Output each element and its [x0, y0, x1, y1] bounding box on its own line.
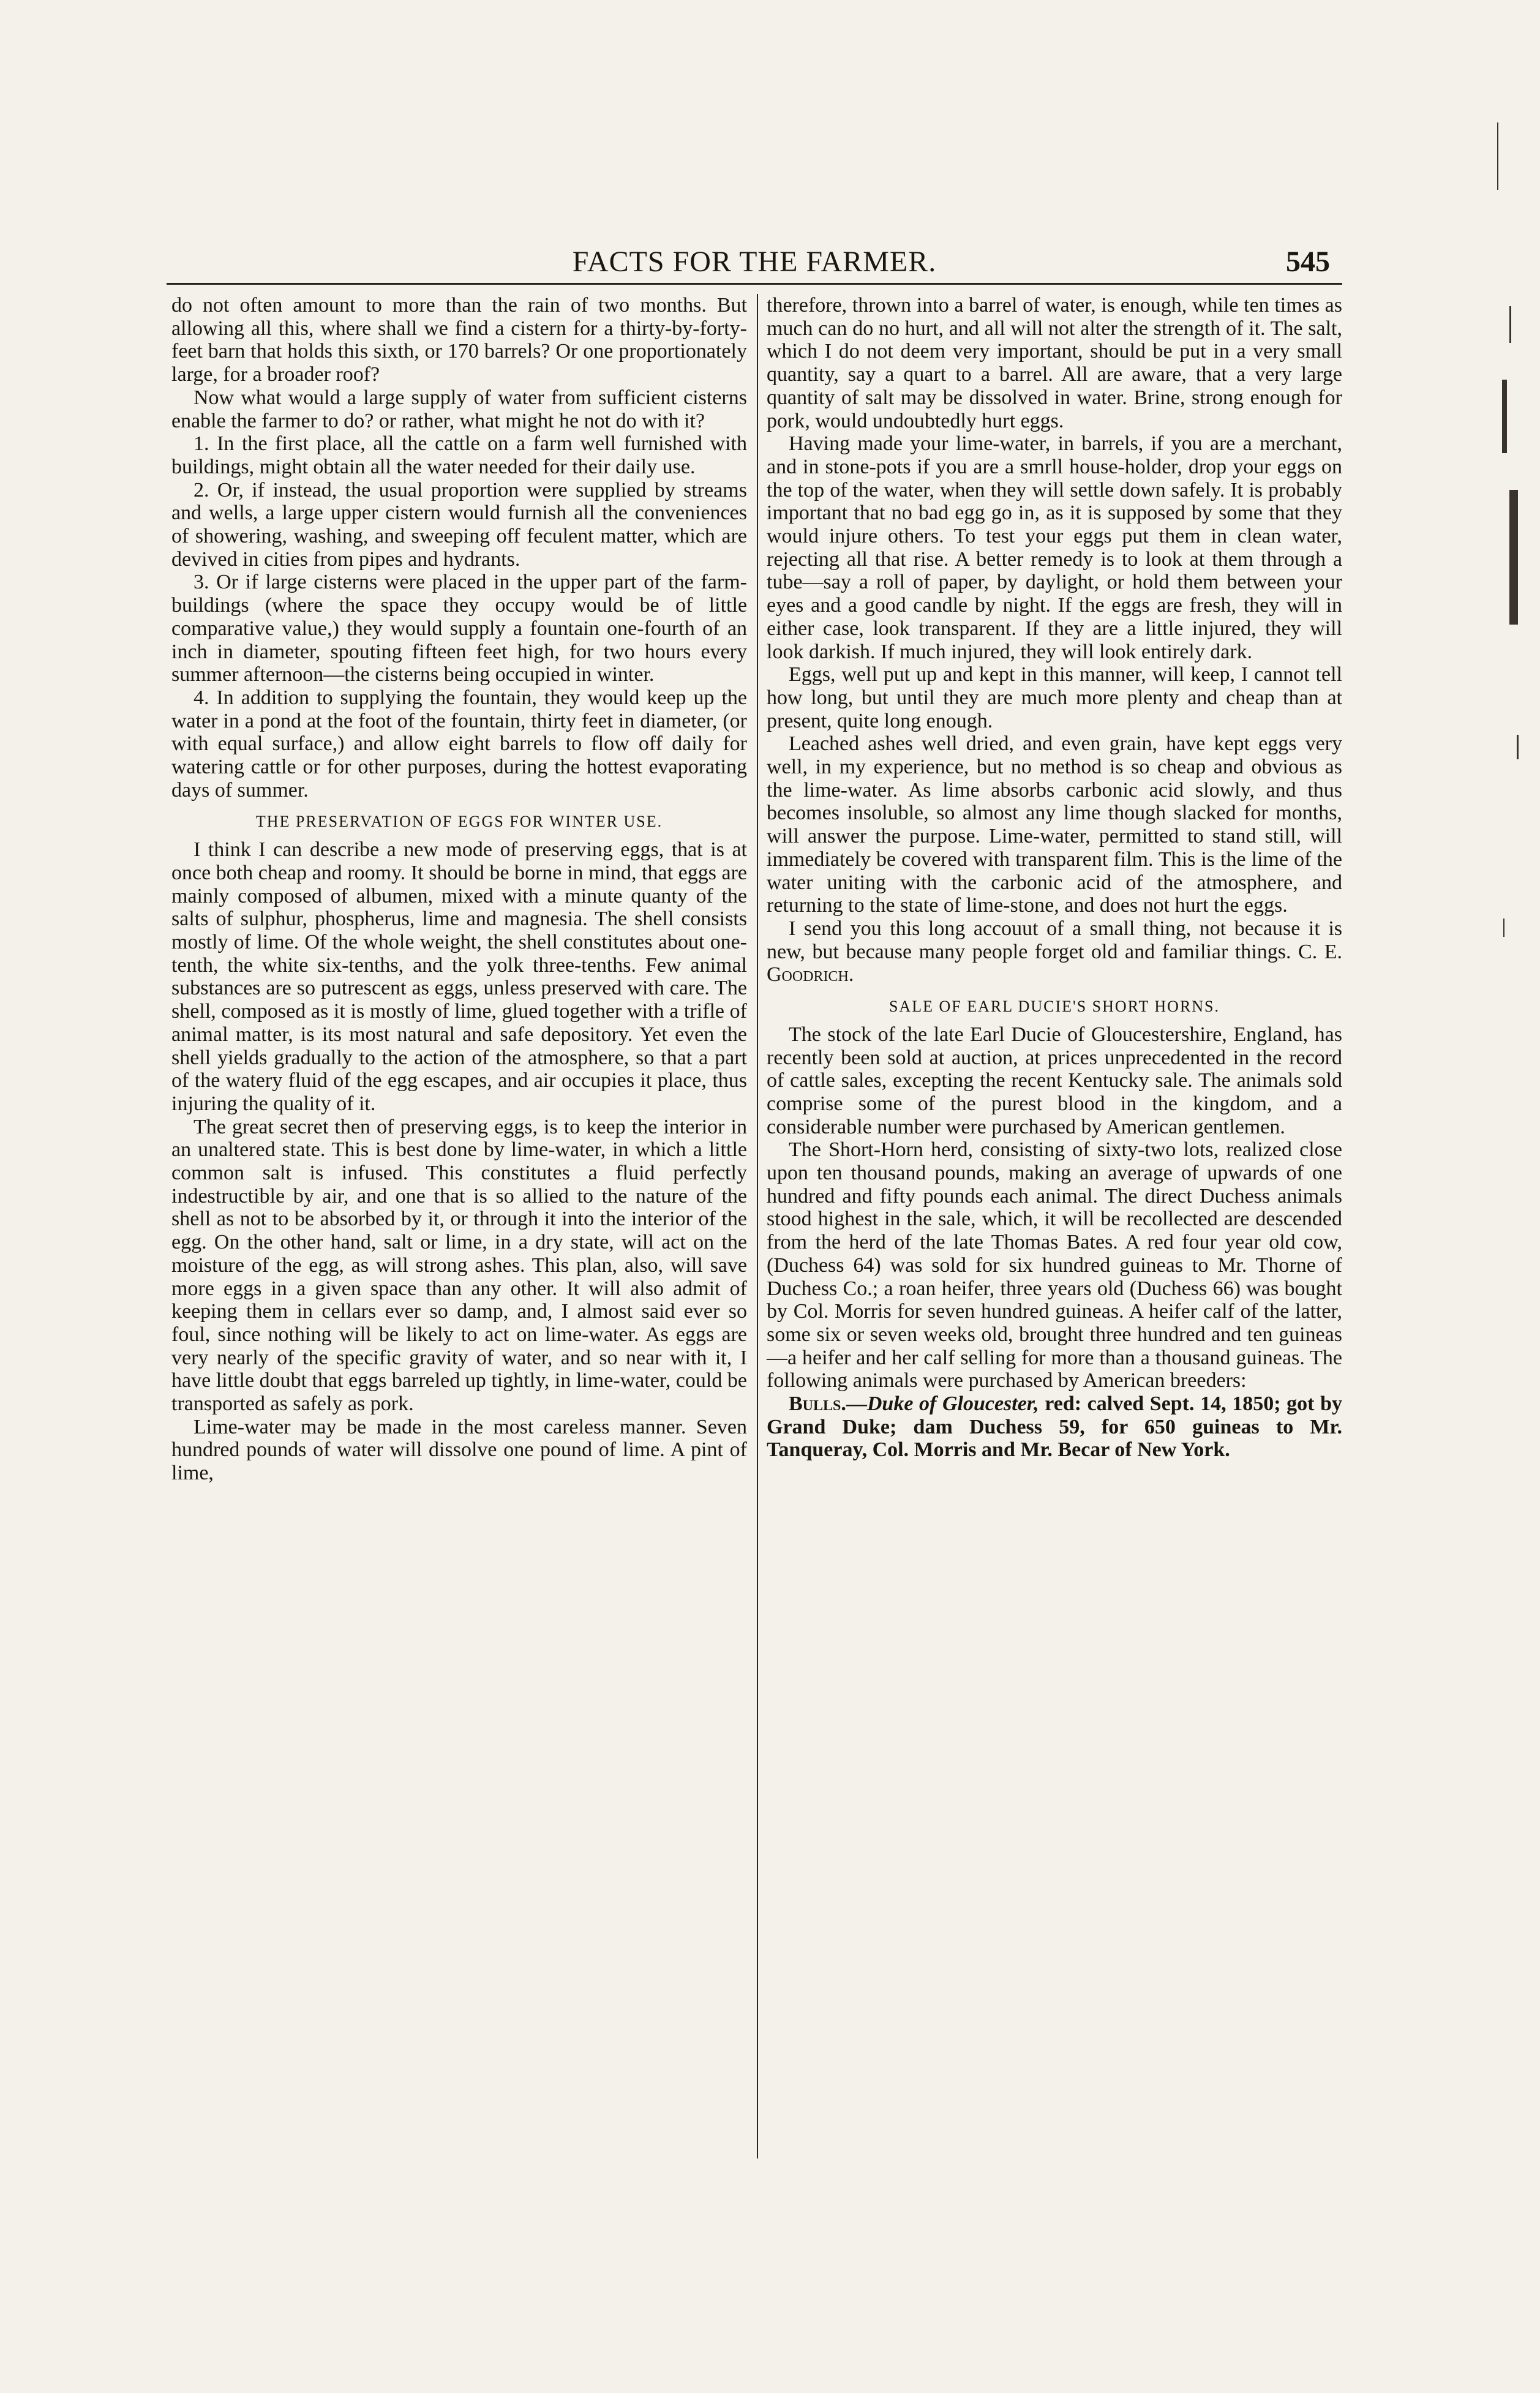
paragraph: Eggs, well put up and kept in this manner, will keep, I cannot tell how long, but until they are much more plenty and cheap than at present, quite long enough.	[767, 663, 1342, 732]
section-heading-eggs: THE PRESERVATION OF EGGS FOR WINTER USE.	[255, 813, 663, 831]
paragraph: Having made your lime-water, in barrels, if you are a merchant, and in stone-pots if you are a smrll house-holder, drop your eggs on the top of the water, when they will settle down safely. It is probably important that no bad egg go in, as it is supposed by some that they would injure others. To test your eggs put them in clean water, rejecting all that rise. A better remedy is to look at them through a tube—say a roll of paper, by daylight, or hold them between your eyes and a good candle by night. If the eggs are fresh, they will in either case, look transparent. If they are a little injured, they will look darkish. If much injured, they will look entirely dark.	[767, 432, 1342, 663]
paragraph: The Short-Horn herd, consisting of sixty-two lots, realized close upon ten thousand pounds, making an average of upwards of one hundred and fifty pounds each animal. The direct Duchess animals stood highest in the sale, which, it will be recollected are descended from the herd of the late Thomas Bates. A red four year old cow, (Duchess 64) was sold for six hundred guineas to Mr. Thorne of Duchess Co.; a roan heifer, three years old (Duchess 66) was bought by Col. Morris for seven hundred guineas. A heifer calf of the latter, some six or seven weeks old, brought three hundred and ten guineas—a heifer and her calf selling for more than a thousand guineas. The following animals were purchased by American breeders:	[767, 1138, 1342, 1392]
bull-details: red: calved Sept. 14, 1850; got by Grand Duke; dam Duchess 59, for 650 guineas to Mr. Tanqueray, Col. Morris and Mr. Becar of New York.	[767, 1392, 1342, 1462]
paragraph: I think I can describe a new mode of preserving eggs, that is at once both cheap and roomy. It should be borne in mind, that eggs are mainly composed of albumen, mixed with a minute quanty of the salts of sulphur, phospherus, lime and magnesia. The shell consists mostly of lime. Of the whole weight, the shell constitutes about one-tenth, the white six-tenths, and the yolk three-tenths. Few animal substances are so putrescent as eggs, unless preserved with care. The shell, composed as it is mostly of lime, glued together with a trifle of animal matter, is its most natural and safe depository. Yet even the shell yields gradually to the action of the atmosphere, so that a part of the watery fluid of the egg escapes, and air occupies it place, thus injuring the quality of it.	[171, 838, 747, 1115]
paragraph: The stock of the late Earl Ducie of Gloucestershire, England, has recently been sold at auction, at prices unprecedented in the record of cattle sales, excepting the recent Kentucky sale. The animals sold comprise some of the purest blood in the kingdom, and a considerable number were purchased by American gentlemen.	[767, 1023, 1342, 1138]
paragraph: 3. Or if large cisterns were placed in the upper part of the farm-buildings (where the space they occupy would be of little comparative value,) they would supply a fountain one-fourth of an inch in diameter, spouting fifteen feet high, for two hours every summer afternoon—the cisterns being occupied in winter.	[171, 571, 747, 686]
paragraph	[767, 917, 1342, 986]
paragraph: The great secret then of preserving eggs, is to keep the interior in an unaltered state. This is best done by lime-water, in which a little common salt is infused. This constitutes a fluid perfectly indestructible by air, and one that is so allied to the nature of the shell as not to be absorbed by it, or through it into the interior of the egg. On the other hand, salt or lime, in a dry state, will act on the moisture of the egg, as will strong ashes. This plan, also, will save more eggs in a given space than any other. It will also admit of keeping them in cellars ever so damp, and, I almost said ever so foul, since nothing will be likely to act on lime-water. As eggs are very nearly of the specific gravity of water, and so near with it, I have little doubt that eggs barreled up tightly, in lime-water, could be transported as safely as pork.	[171, 1115, 747, 1416]
right-column	[767, 294, 1342, 1462]
running-title: FACTS FOR THE FARMER.	[572, 246, 937, 278]
paragraph: do not often amount to more than the rain of two months. But allowing all this, where shall we find a cistern for a thirty-by-forty-feet barn that holds this sixth, or 170 barrels? Or one proportionately large, for a broader roof?	[171, 294, 747, 386]
paragraph: therefore, thrown into a barrel of water, is enough, while ten times as much can do no hurt, and all will not alter the strength of it. The salt, which I do not deem very important, should be put in a very small quantity, say a quart to a barrel. All are aware, that a very large quantity of salt may be dissolved in water. Brine, strong enough for pork, would undoubtedly hurt eggs.	[767, 294, 1342, 432]
paragraph-text: I send you this long accouut of a small thing, not because it is new, but because many people forget old and familiar things.	[767, 917, 1342, 963]
column-divider	[757, 294, 758, 2158]
paragraph: Now what would a large supply of water from sufficient cisterns enable the farmer to do? or rather, what might he not do with it?	[171, 386, 747, 432]
paragraph-bulls: Bulls.—Duke of Gloucester, red: calved Sept. 14, 1850; got by Grand Duke; dam Duchess 59, for 650 guineas to Mr. Tanqueray, Col. Morris and Mr. Becar of New York.	[767, 1392, 1342, 1462]
bulls-label: Bulls.	[789, 1392, 846, 1416]
paragraph: 2. Or, if instead, the usual proportion were supplied by streams and wells, a large upper cistern would furnish all the conveniences of showering, washing, and sweeping off feculent matter, which are devived in cities from pipes and hydrants.	[171, 478, 747, 571]
paragraph: 1. In the first place, all the cattle on a farm well furnished with buildings, might obtain all the water needed for their daily use.	[171, 432, 747, 478]
page-number: 545	[1286, 246, 1330, 278]
author-signature: C. E. Goodrich.	[767, 940, 1343, 986]
section-heading-sale: SALE OF EARL DUCIE'S SHORT HORNS.	[888, 997, 1220, 1016]
paragraph: Lime-water may be made in the most careless manner. Seven hundred pounds of water will dissolve one pound of lime. A pint of lime,	[171, 1415, 747, 1485]
running-head	[167, 240, 1342, 283]
page-edge-specks	[1485, 122, 1540, 1102]
paragraph: Leached ashes well dried, and even grain, have kept eggs very well, in my experience, but no method is so cheap and obvious as the lime-water. As lime absorbs carbonic acid slowly, and thus becomes insoluble, so almost any lime though slacked for months, will answer the purpose. Lime-water, permitted to stand still, will immediately be covered with transparent film. This is the lime of the water uniting with the carbonic acid of the atmosphere, and returning to the state of lime-stone, and does not hurt the eggs.	[767, 732, 1342, 917]
header-rule	[167, 283, 1342, 285]
bull-name: Duke of Gloucester,	[866, 1392, 1039, 1416]
left-column	[171, 294, 747, 1485]
paragraph: 4. In addition to supplying the fountain, they would keep up the water in a pond at the foot of the fountain, thirty feet in diameter, (or with equal surface,) and allow eight barrels to flow off daily for watering cattle or for other purposes, during the hottest evaporating days of summer.	[171, 686, 747, 802]
